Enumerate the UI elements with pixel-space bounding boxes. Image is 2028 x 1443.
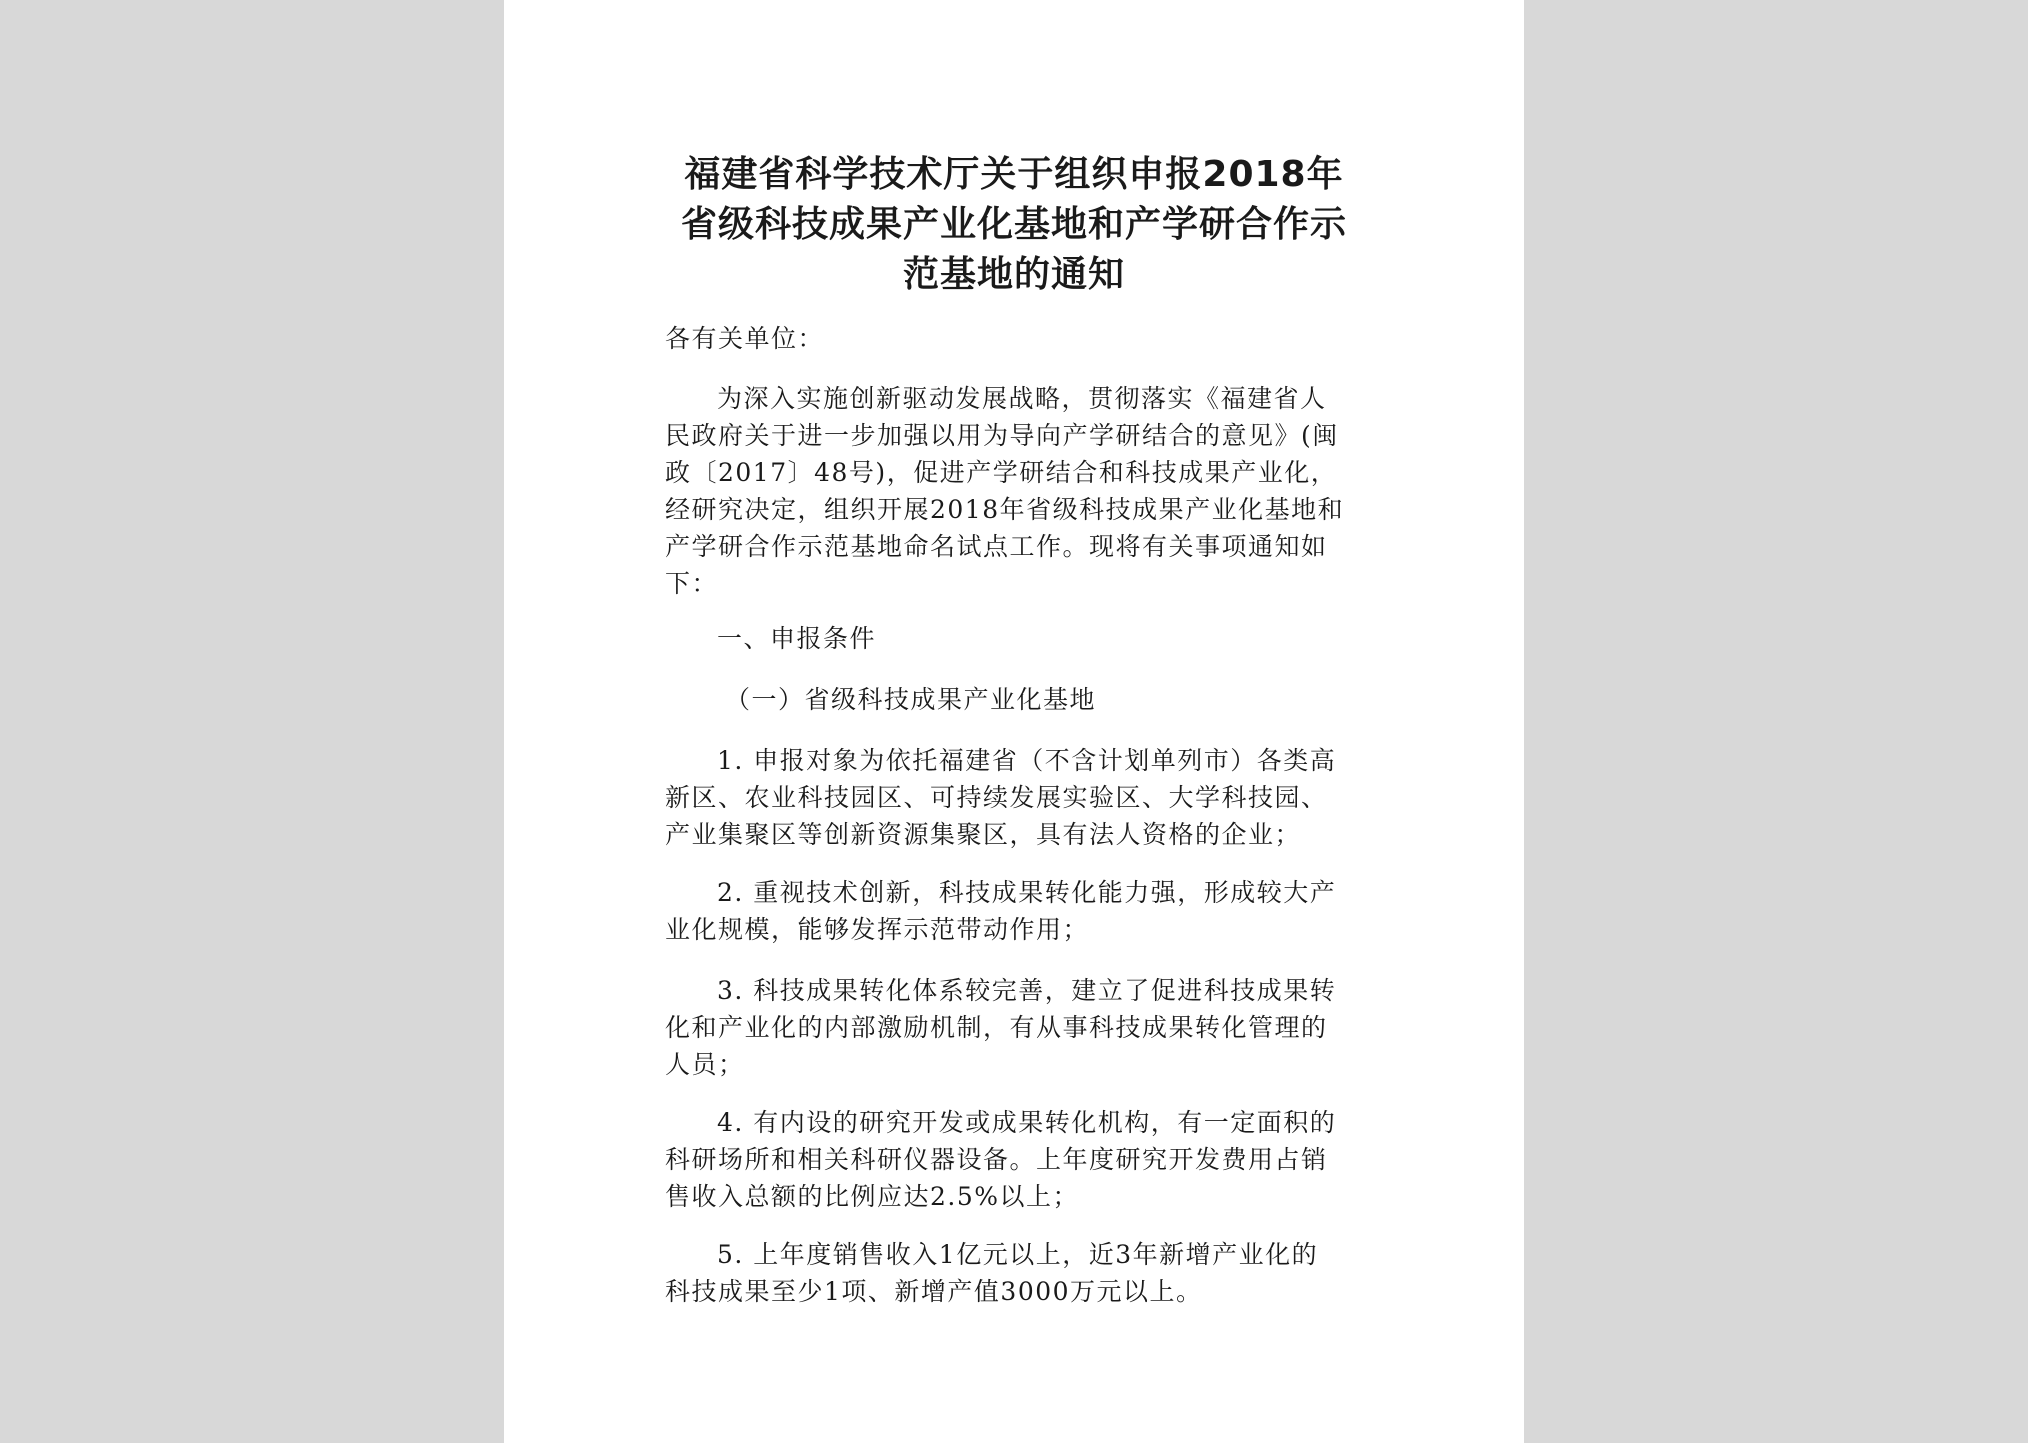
paragraph-line: 售收入总额的比例应达2.5%以上；	[665, 1182, 1080, 1211]
list-item	[665, 1236, 1365, 1310]
section-heading-text: 一、申报条件	[717, 624, 877, 653]
document-page	[504, 0, 1524, 1443]
paragraph-line: 民政府关于进一步加强以用为导向产学研结合的意见》(闽	[665, 421, 1339, 450]
salutation	[665, 320, 1365, 357]
paragraph-line: 科研场所和相关科研仪器设备。上年度研究开发费用占销	[665, 1145, 1328, 1174]
list-item	[665, 874, 1365, 948]
paragraph-line: 政〔2017〕48号)，促进产学研结合和科技成果产业化，	[665, 458, 1338, 487]
title-line: 福建省科学技术厅关于组织申报2018年	[684, 154, 1344, 195]
paragraph-line: 科技成果至少1项、新增产值3000万元以上。	[665, 1277, 1203, 1306]
paragraph-line: 经研究决定，组织开展2018年省级科技成果产业化基地和	[665, 495, 1345, 524]
paragraph-line: 4. 有内设的研究开发或成果转化机构，有一定面积的	[717, 1108, 1337, 1137]
title-line: 省级科技成果产业化基地和产学研合作示	[680, 204, 1347, 245]
salutation-text: 各有关单位：	[665, 324, 825, 353]
paragraph-line: 2. 重视技术创新，科技成果转化能力强，形成较大产	[717, 878, 1337, 907]
document-title	[504, 150, 1524, 300]
paragraph-line: 化和产业化的内部激励机制，有从事科技成果转化管理的	[665, 1013, 1328, 1042]
paragraph-line: 人员；	[665, 1050, 745, 1079]
list-item	[665, 972, 1365, 1083]
paragraph-line: 新区、农业科技园区、可持续发展实验区、大学科技园、	[665, 783, 1328, 812]
paragraph-line: 为深入实施创新驱动发展战略，贯彻落实《福建省人	[717, 384, 1327, 413]
paragraph-line: 产业集聚区等创新资源集聚区，具有法人资格的企业；	[665, 820, 1302, 849]
paragraph-line: 3. 科技成果转化体系较完善，建立了促进科技成果转	[717, 976, 1337, 1005]
title-line: 范基地的通知	[902, 254, 1125, 295]
list-item	[665, 742, 1365, 853]
paragraph-line: 5. 上年度销售收入1亿元以上，近3年新增产业化的	[717, 1240, 1319, 1269]
paragraph-line: 产学研合作示范基地命名试点工作。现将有关事项通知如	[665, 532, 1328, 561]
subsection-heading	[665, 681, 1365, 718]
list-item	[665, 1104, 1365, 1215]
section-heading	[665, 620, 1365, 657]
paragraph-line: 业化规模，能够发挥示范带动作用；	[665, 915, 1090, 944]
paragraph-line: 1. 申报对象为依托福建省（不含计划单列市）各类高	[717, 746, 1337, 775]
subsection-heading-text: （一）省级科技成果产业化基地	[725, 685, 1097, 714]
paragraph-line: 下：	[665, 569, 719, 598]
intro-paragraph	[665, 380, 1365, 602]
